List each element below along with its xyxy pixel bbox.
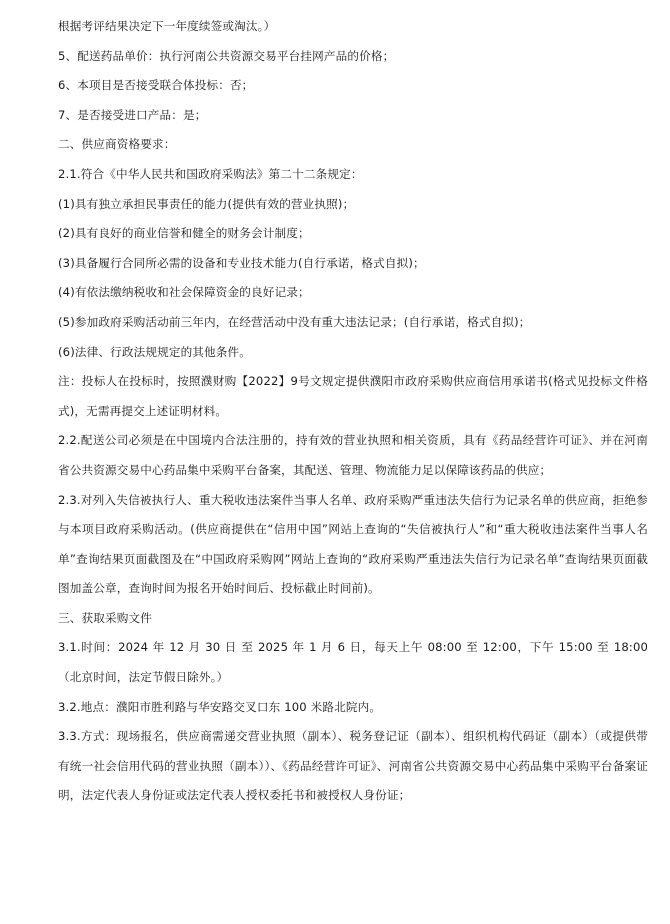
paragraph-3-2-location: 3.2.地点：濮阳市胜利路与华安路交叉口东 100 米路北院内。 — [58, 699, 382, 714]
paragraph-3-3-method: 3.3.方式：现场报名，供应商需递交营业执照（副本）、税务登记证（副本）、组织机构代码证（副本）（或提供带有统一社会信用代码的营业执照（副本））、《药品经营许可证》、河南省公共资源交易中心药品集中采购平台备案证明，法定代表人身份证或法定代表人授权委托书和被授权人身份证； — [58, 729, 648, 803]
section-heading-qualifications: 二、供应商资格要求： — [58, 137, 176, 152]
requirement-item-5: (5)参加政府采购活动前三年内，在经营活动中没有重大违法记录；(自行承诺，格式自拟)； — [58, 314, 531, 329]
requirement-item-6: (6)法律、行政法规规定的其他条件。 — [58, 344, 252, 359]
paragraph-2-2: 2.2.配送公司必须是在中国境内合法注册的，持有效的营业执照和相关资质，具有《药品经营许可证》、并在河南省公共资源交易中心药品集中采购平台备案，其配送、管理、物流能力足以保障该药品的供应； — [58, 433, 648, 477]
paragraph-imported-products: 7、是否接受进口产品：是； — [58, 107, 207, 122]
paragraph-unit-price: 5、配送药品单价：执行河南公共资源交易平台挂网产品的价格； — [58, 48, 395, 63]
paragraph-note: 注：投标人在投标时，按照濮财购【2022】9号文规定提供濮阳市政府采购供应商信用承诺书(格式见投标文件格式)，无需再提交上述证明材料。 — [58, 374, 648, 418]
requirement-item-1: (1)具有独立承担民事责任的能力(提供有效的营业执照)； — [58, 196, 355, 211]
requirement-item-3: (3)具备履行合同所必需的设备和专业技术能力(自行承诺，格式自拟)； — [58, 255, 425, 270]
section-heading-obtain-documents: 三、获取采购文件 — [58, 610, 152, 625]
requirement-item-2: (2)具有良好的商业信誉和健全的财务会计制度； — [58, 226, 310, 241]
document-body — [58, 12, 648, 811]
paragraph-consortium: 6、本项目是否接受联合体投标：否； — [58, 78, 254, 93]
paragraph-2-1: 2.1.符合《中华人民共和国政府采购法》第二十二条规定： — [58, 166, 363, 181]
paragraph-2-3: 2.3.对列入失信被执行人、重大税收违法案件当事人名单、政府采购严重违法失信行为记录名单的供应商，拒绝参与本项目政府采购活动。(供应商提供在“信用中国”网站上查询的“失信被执行人”和“重大税收违法案件当事人名单”查询结果页面截图及在“中国政府采购网”网站上查询的“政府采购严重违法失信行为记录名单”查询结果页面截图加盖公章，查询时间为报名开始时间后、投标截止时间前)。 — [58, 492, 648, 596]
requirement-item-4: (4)有依法缴纳税收和社会保障资金的良好记录； — [58, 285, 310, 300]
paragraph-evaluation-result: 根据考评结果决定下一年度续签或淘汰。） — [58, 19, 276, 33]
paragraph-3-1-time: 3.1.时间：2024 年 12 月 30 日 至 2025 年 1 月 6 日，每天上午 08:00 至 12:00，下午 15:00 至 18:00（北京时间，法定节假日除外。） — [58, 640, 648, 685]
